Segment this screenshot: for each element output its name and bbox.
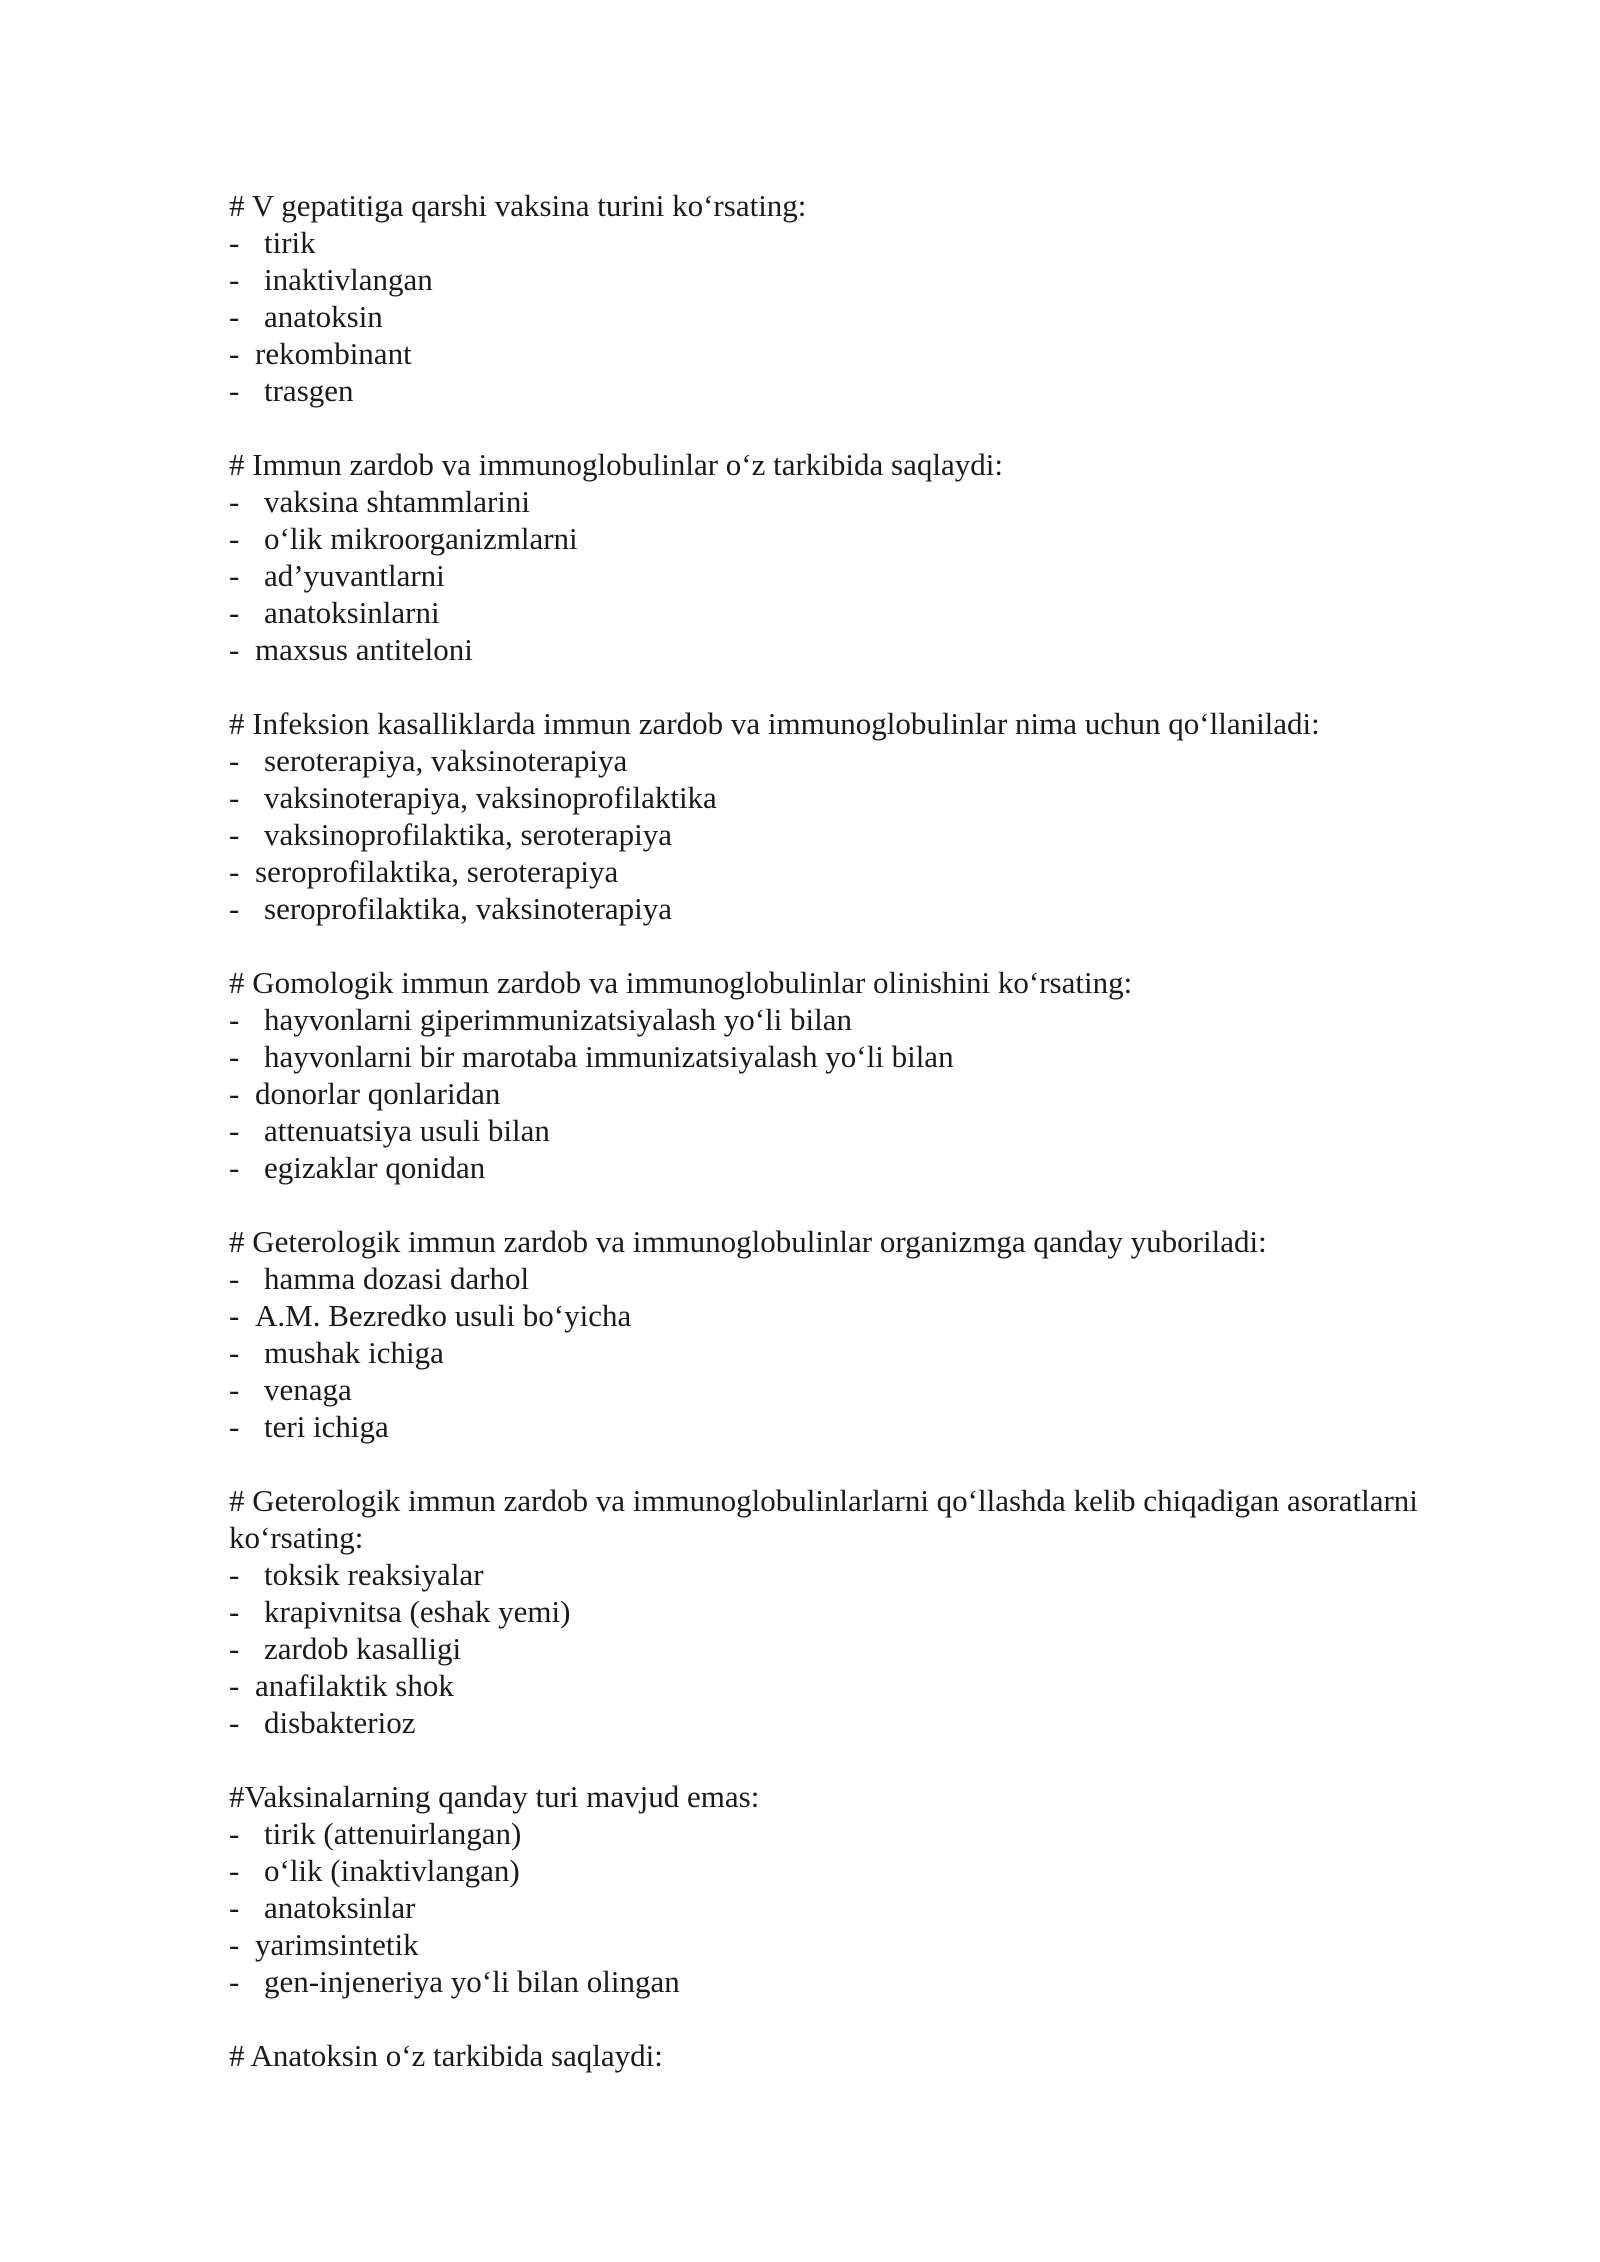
question-block [229, 1223, 1469, 1445]
answer-options [229, 1001, 1469, 1186]
answer-option [229, 1112, 1469, 1149]
answer-option [229, 1260, 1469, 1297]
answer-option [229, 520, 1469, 557]
answer-option-text: inaktivlangan [264, 262, 433, 297]
answer-option [229, 631, 1469, 668]
answer-option-text: anatoksinlarni [264, 595, 440, 630]
answer-option [229, 1001, 1469, 1038]
answer-option-text: krapivnitsa (eshak yemi) [264, 1594, 571, 1629]
dash-bullet: - [229, 1890, 240, 1925]
answer-option-text: hayvonlarni bir marotaba immunizatsiyalash yo‘li bilan [264, 1039, 954, 1074]
answer-option [229, 1408, 1469, 1445]
answer-options [229, 483, 1469, 668]
answer-option [229, 1038, 1469, 1075]
answer-option-text: seroterapiya, vaksinoterapiya [264, 743, 628, 778]
question-text: # Geterologik immun zardob va immunoglobulinlarlarni qo‘llashda kelib chiqadigan asoratlarni ko‘rsating: [229, 1483, 1418, 1555]
dash-bullet: - [229, 743, 240, 778]
answer-option-text: anatoksinlar [264, 1890, 416, 1925]
answer-option [229, 1297, 1469, 1334]
dash-bullet: - [229, 299, 240, 334]
answer-option [229, 1149, 1469, 1186]
dash-bullet: - [229, 1002, 240, 1037]
answer-option-text: vaksinoprofilaktika, seroterapiya [264, 817, 673, 852]
dash-bullet: - [229, 1816, 240, 1851]
answer-option [229, 372, 1469, 409]
question-block [229, 187, 1469, 409]
dash-bullet: - [229, 780, 240, 815]
answer-option [229, 594, 1469, 631]
dash-bullet: - [229, 1705, 240, 1740]
answer-options [229, 1260, 1469, 1445]
dash-bullet: - [229, 1631, 240, 1666]
dash-bullet: - [229, 595, 240, 630]
answer-option [229, 1334, 1469, 1371]
answer-option [229, 1630, 1469, 1667]
answer-option [229, 1667, 1469, 1704]
question-text: # Immun zardob va immunoglobulinlar o‘z tarkibida saqlaydi: [229, 447, 1003, 482]
answer-option-text: anafilaktik shok [255, 1668, 454, 1703]
answer-option-text: tirik (attenuirlangan) [264, 1816, 522, 1851]
question-block [229, 2037, 1469, 2074]
answer-option-text: venaga [264, 1372, 352, 1407]
question-block [229, 1778, 1469, 2000]
answer-option-text: attenuatsiya usuli bilan [264, 1113, 550, 1148]
answer-option [229, 816, 1469, 853]
answer-option [229, 335, 1469, 372]
dash-bullet: - [229, 1557, 240, 1592]
question-list [229, 187, 1469, 2111]
answer-option-text: vaksinoterapiya, vaksinoprofilaktika [264, 780, 717, 815]
answer-option-text: donorlar qonlaridan [255, 1076, 501, 1111]
dash-bullet: - [229, 1372, 240, 1407]
answer-option-text: toksik reaksiyalar [264, 1557, 484, 1592]
answer-option [229, 1889, 1469, 1926]
dash-bullet: - [229, 1335, 240, 1370]
dash-bullet: - [229, 558, 240, 593]
answer-option-text: seroprofilaktika, seroterapiya [255, 854, 619, 889]
dash-bullet: - [229, 817, 240, 852]
dash-bullet: - [229, 1668, 240, 1703]
answer-options [229, 224, 1469, 409]
question-text: # Infeksion kasalliklarda immun zardob va immunoglobulinlar nima uchun qo‘llaniladi: [229, 706, 1320, 741]
answer-option [229, 1704, 1469, 1741]
answer-option-text: o‘lik (inaktivlangan) [264, 1853, 520, 1888]
answer-option-text: vaksina shtammlarini [264, 484, 531, 519]
answer-option [229, 779, 1469, 816]
question-text: # Anatoksin o‘z tarkibida saqlaydi: [229, 2038, 663, 2073]
dash-bullet: - [229, 262, 240, 297]
answer-option [229, 224, 1469, 261]
question-block [229, 1482, 1469, 1741]
dash-bullet: - [229, 1298, 240, 1333]
answer-option [229, 483, 1469, 520]
answer-option [229, 1852, 1469, 1889]
dash-bullet: - [229, 1964, 240, 1999]
answer-option [229, 557, 1469, 594]
question-text: # V gepatitiga qarshi vaksina turini ko‘rsating: [229, 188, 807, 223]
answer-option-text: hamma dozasi darhol [264, 1261, 530, 1296]
question-block [229, 964, 1469, 1186]
dash-bullet: - [229, 225, 240, 260]
answer-option-text: zardob kasalligi [264, 1631, 462, 1666]
dash-bullet: - [229, 373, 240, 408]
answer-option-text: disbakterioz [264, 1705, 416, 1740]
answer-option [229, 742, 1469, 779]
answer-option-text: trasgen [264, 373, 354, 408]
answer-option [229, 261, 1469, 298]
answer-option [229, 1556, 1469, 1593]
answer-option-text: A.M. Bezredko usuli bo‘yicha [255, 1298, 632, 1333]
dash-bullet: - [229, 484, 240, 519]
answer-option-text: yarimsintetik [255, 1927, 419, 1962]
answer-option-text: seroprofilaktika, vaksinoterapiya [264, 891, 673, 926]
answer-option-text: maxsus antiteloni [255, 632, 473, 667]
dash-bullet: - [229, 891, 240, 926]
question-text: #Vaksinalarning qanday turi mavjud emas: [229, 1779, 760, 1814]
question-block [229, 446, 1469, 668]
dash-bullet: - [229, 1113, 240, 1148]
dash-bullet: - [229, 854, 240, 889]
answer-option-text: anatoksin [264, 299, 383, 334]
answer-option-text: egizaklar qonidan [264, 1150, 486, 1185]
answer-option [229, 1926, 1469, 1963]
dash-bullet: - [229, 1927, 240, 1962]
answer-option [229, 890, 1469, 927]
answer-options [229, 1815, 1469, 2000]
answer-option-text: o‘lik mikroorganizmlarni [264, 521, 578, 556]
question-block [229, 705, 1469, 927]
answer-option-text: rekombinant [255, 336, 412, 371]
answer-option-text: tirik [264, 225, 316, 260]
answer-option [229, 298, 1469, 335]
answer-option-text: hayvonlarni giperimmunizatsiyalash yo‘li bilan [264, 1002, 853, 1037]
question-text: # Gomologik immun zardob va immunoglobulinlar olinishini ko‘rsating: [229, 965, 1133, 1000]
dash-bullet: - [229, 1261, 240, 1296]
answer-option [229, 1075, 1469, 1112]
answer-options [229, 1556, 1469, 1741]
answer-option [229, 853, 1469, 890]
dash-bullet: - [229, 1853, 240, 1888]
dash-bullet: - [229, 1409, 240, 1444]
question-text: # Geterologik immun zardob va immunoglobulinlar organizmga qanday yuboriladi: [229, 1224, 1267, 1259]
dash-bullet: - [229, 1076, 240, 1111]
answer-option-text: gen-injeneriya yo‘li bilan olingan [264, 1964, 680, 1999]
answer-option-text: mushak ichiga [264, 1335, 444, 1370]
dash-bullet: - [229, 521, 240, 556]
answer-options [229, 742, 1469, 927]
dash-bullet: - [229, 1039, 240, 1074]
dash-bullet: - [229, 1594, 240, 1629]
dash-bullet: - [229, 336, 240, 371]
dash-bullet: - [229, 632, 240, 667]
answer-option [229, 1815, 1469, 1852]
answer-option [229, 1963, 1469, 2000]
dash-bullet: - [229, 1150, 240, 1185]
answer-option-text: ad’yuvantlarni [264, 558, 445, 593]
answer-option [229, 1371, 1469, 1408]
answer-option-text: teri ichiga [264, 1409, 389, 1444]
answer-option [229, 1593, 1469, 1630]
